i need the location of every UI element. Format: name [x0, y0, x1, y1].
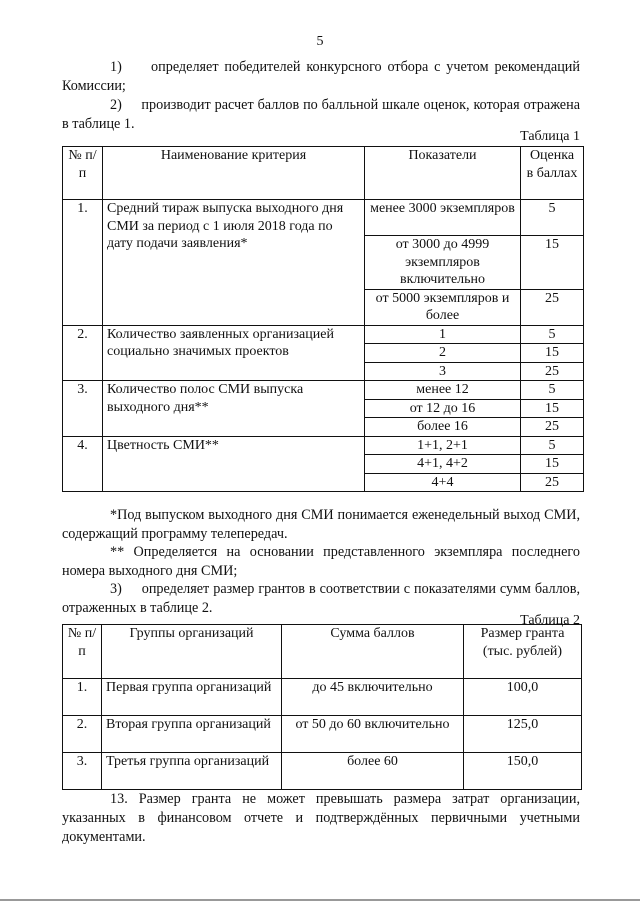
table-row — [63, 716, 582, 753]
table2-header-sum: Сумма баллов — [282, 625, 464, 679]
table-row — [63, 753, 582, 790]
table-row — [63, 381, 584, 400]
item-2 — [62, 96, 580, 134]
table-row — [63, 679, 582, 716]
item-1 — [62, 58, 580, 96]
row2-indicator-3: 3 — [365, 362, 521, 381]
table1-header-num: № п/п — [63, 147, 103, 200]
t2-row1-sum: до 45 включительно — [282, 679, 464, 716]
row4-indicator-3: 4+4 — [365, 473, 521, 492]
table1-header-row — [63, 147, 584, 200]
item-1-number: 1) — [110, 59, 122, 75]
row2-score-1: 5 — [521, 325, 584, 344]
row3-criterion: Количество полос СМИ выпуска выходного дня** — [103, 381, 365, 437]
row4-score-3: 25 — [521, 473, 584, 492]
item-3-text: определяет размер грантов в соответствии с показателями сумм баллов, отраженных в таблице 2. — [62, 581, 581, 616]
table2-caption: Таблица 2 — [520, 613, 580, 628]
row3-number: 3. — [63, 381, 103, 437]
t2-row1-grant: 100,0 — [464, 679, 582, 716]
t2-row2-sum: от 50 до 60 включительно — [282, 716, 464, 753]
t2-row3-sum: более 60 — [282, 753, 464, 790]
row3-score-2: 15 — [521, 399, 584, 418]
table-1 — [62, 146, 584, 492]
table2-header-num: № п/п — [63, 625, 102, 679]
row1-number: 1. — [63, 200, 103, 326]
row3-indicator-1: менее 12 — [365, 381, 521, 400]
row3-score-1: 5 — [521, 381, 584, 400]
item-1-text: определяет победителей конкурсного отбора с учетом рекомендаций Комиссии; — [62, 59, 580, 94]
table2-header-grant: Размер гранта (тыс. рублей) — [464, 625, 582, 679]
row1-indicator-2: от 3000 до 4999 экземпляров включительно — [365, 236, 521, 290]
page-number: 5 — [316, 34, 324, 49]
row3-indicator-2: от 12 до 16 — [365, 399, 521, 418]
row2-score-2: 15 — [521, 344, 584, 363]
row1-score-3: 25 — [521, 289, 584, 325]
clause-13: 13. Размер гранта не может превышать размера затрат организации, указанных в финансовом отчете и подтверждённых первичными учетными документами. — [62, 791, 580, 845]
item-2-text: производит расчет баллов по балльной шкале оценок, которая отражена в таблице 1. — [62, 97, 580, 132]
t2-row2-group: Вторая группа организаций — [102, 716, 282, 753]
row2-indicator-1: 1 — [365, 325, 521, 344]
row2-number: 2. — [63, 325, 103, 381]
t2-row2-grant: 125,0 — [464, 716, 582, 753]
item-3-number: 3) — [110, 581, 122, 597]
row3-score-3: 25 — [521, 418, 584, 437]
row4-criterion: Цветность СМИ** — [103, 436, 365, 492]
table-row — [63, 200, 584, 236]
footnote-1: *Под выпуском выходного дня СМИ понимается еженедельный выход СМИ, содержащий программу телепередач. — [62, 507, 580, 542]
t2-row1-group: Первая группа организаций — [102, 679, 282, 716]
row4-indicator-1: 1+1, 2+1 — [365, 436, 521, 455]
table2-header-group: Группы организаций — [102, 625, 282, 679]
page-bottom-rule — [0, 899, 640, 901]
table2-header-row — [63, 625, 582, 679]
row2-score-3: 25 — [521, 362, 584, 381]
t2-row1-number: 1. — [63, 679, 102, 716]
row1-score-2: 15 — [521, 236, 584, 290]
row1-criterion: Средний тираж выпуска выходного дня СМИ за период с 1 июля 2018 года по дату подачи заявления* — [103, 200, 365, 326]
row4-score-1: 5 — [521, 436, 584, 455]
row4-indicator-2: 4+1, 4+2 — [365, 455, 521, 474]
table-row — [63, 325, 584, 344]
row3-indicator-3: более 16 — [365, 418, 521, 437]
table1-header-indicators: Показатели — [365, 147, 521, 200]
row1-score-1: 5 — [521, 200, 584, 236]
t2-row3-group: Третья группа организаций — [102, 753, 282, 790]
t2-row3-number: 3. — [63, 753, 102, 790]
row4-score-2: 15 — [521, 455, 584, 474]
table1-header-criterion: Наименование критерия — [103, 147, 365, 200]
table1-header-score: Оценка в баллах — [521, 147, 584, 200]
t2-row2-number: 2. — [63, 716, 102, 753]
table1-caption: Таблица 1 — [520, 129, 580, 144]
row2-indicator-2: 2 — [365, 344, 521, 363]
footnote-2: ** Определяется на основании представленного экземпляра последнего номера выходного дня СМИ; — [62, 544, 580, 579]
table-row — [63, 436, 584, 455]
table-2 — [62, 624, 582, 790]
item-3 — [62, 580, 580, 618]
item-2-number: 2) — [110, 97, 122, 113]
row1-indicator-3: от 5000 экземпляров и более — [365, 289, 521, 325]
row4-number: 4. — [63, 436, 103, 492]
row1-indicator-1: менее 3000 экземпляров — [365, 200, 521, 236]
t2-row3-grant: 150,0 — [464, 753, 582, 790]
row2-criterion: Количество заявленных организацией социально значимых проектов — [103, 325, 365, 381]
